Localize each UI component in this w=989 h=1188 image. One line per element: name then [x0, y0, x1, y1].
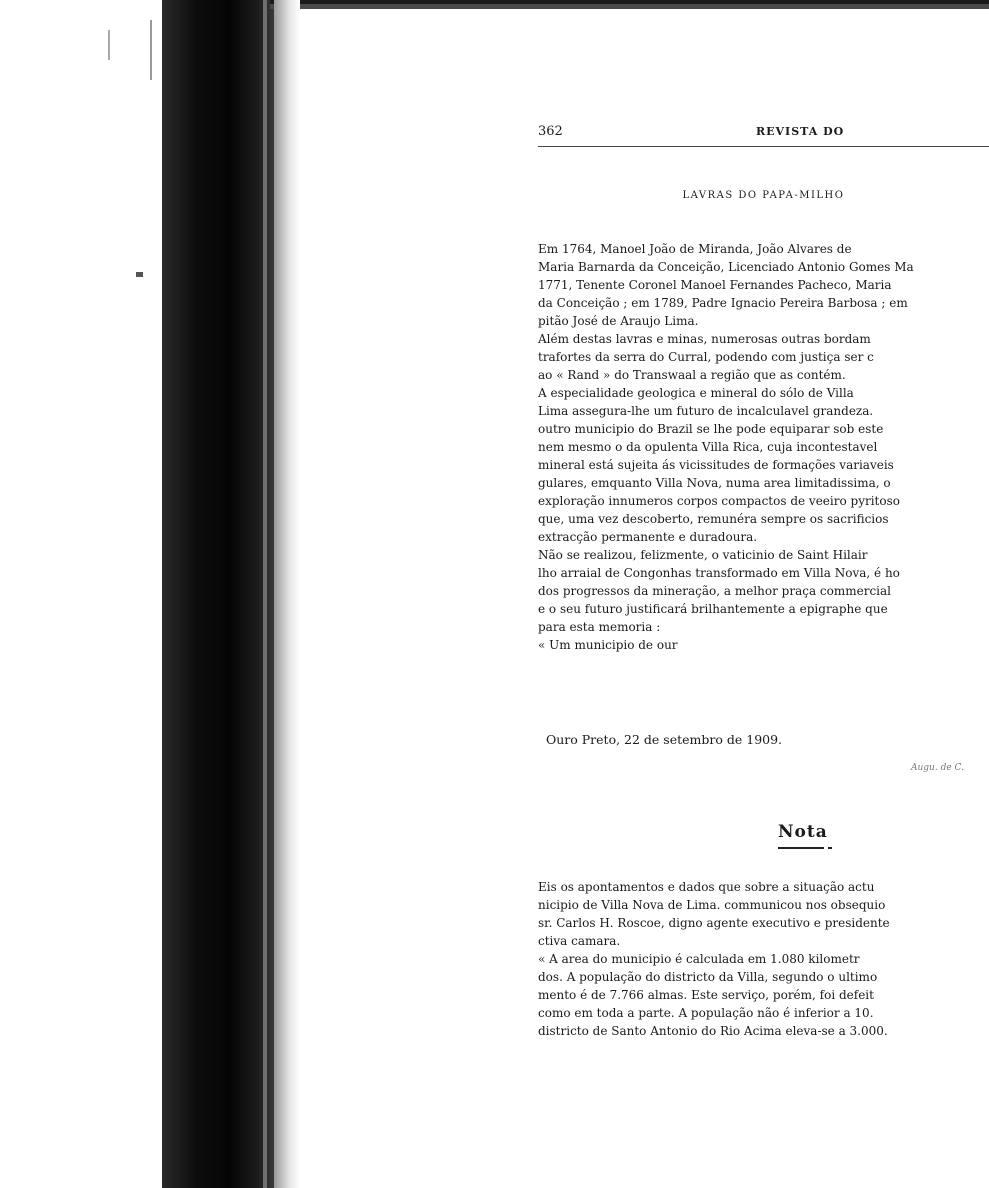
scan-speck — [150, 20, 152, 80]
text-line: Lima assegura-lhe um futuro de incalculavel grandeza. — [538, 404, 874, 418]
text-line: nicipio de Villa Nova de Lima. communicou nos obsequio — [538, 898, 886, 912]
section-divider — [778, 847, 824, 849]
text-line: nem mesmo o da opulenta Villa Rica, cuja incontestavel — [538, 440, 878, 454]
text-line: ao « Rand » do Transwaal a região que as contém. — [538, 368, 846, 382]
text-line: outro municipio do Brazil se lhe pode equiparar sob este — [538, 422, 884, 436]
text-line: como em toda a parte. A população não é inferior a 10. — [538, 1006, 874, 1020]
text-line: « A area do municipio é calculada em 1.080 kilometr — [538, 952, 860, 966]
scan-speck — [136, 272, 143, 277]
author-signature: Augu. de C. — [911, 763, 964, 773]
text-line: lho arraial de Congonhas transformado em Villa Nova, é ho — [538, 566, 900, 580]
text-line: e o seu futuro justificará brilhantemente a epigraphe que — [538, 602, 888, 616]
text-line: ctiva camara. — [538, 934, 621, 948]
text-line: A especialidade geologica e mineral do sólo de Villa — [538, 386, 854, 400]
text-line: dos. A população do districto da Villa, segundo o ultimo — [538, 970, 878, 984]
text-line: mento é de 7.766 almas. Este serviço, porém, foi defeit — [538, 988, 874, 1002]
text-line: para esta memoria : — [538, 620, 661, 634]
text-line: « Um municipio de our — [538, 638, 678, 652]
text-line: Além destas lavras e minas, numerosas outras bordam — [538, 332, 871, 346]
closing-date: Ouro Preto, 22 de setembro de 1909. — [546, 732, 783, 747]
text-line: 1771, Tenente Coronel Manoel Fernandes Pacheco, Maria — [538, 278, 892, 292]
text-line: Eis os apontamentos e dados que sobre a situação actu — [538, 880, 875, 894]
text-line: Não se realizou, felizmente, o vaticinio de Saint Hilair — [538, 548, 868, 562]
spine-seam — [263, 0, 267, 1188]
text-line: sr. Carlos H. Roscoe, digno agente executivo e presidente — [538, 916, 890, 930]
section-title: LAVRAS DO PAPA-MILHO — [682, 190, 845, 201]
gutter-shadow — [274, 0, 300, 1188]
running-head — [538, 124, 989, 146]
text-line: exploração innumeros corpos compactos de veeiro pyritoso — [538, 494, 900, 508]
text-line: Em 1764, Manoel João de Miranda, João Alvares de — [538, 242, 852, 256]
scan-speck — [108, 30, 110, 60]
text-line: gulares, emquanto Villa Nova, numa area limitadissima, o — [538, 476, 891, 490]
book-page — [300, 0, 989, 1188]
nota-heading: Nota — [778, 822, 828, 842]
section-divider-dot — [828, 847, 832, 849]
text-line: da Conceição ; em 1789, Padre Ignacio Pereira Barbosa ; em — [538, 296, 908, 310]
text-line: mineral está sujeita ás vicissitudes de formações variaveis — [538, 458, 894, 472]
book-spine — [162, 0, 274, 1188]
text-line: Maria Barnarda da Conceição, Licenciado Antonio Gomes Ma — [538, 260, 914, 274]
nota-text — [538, 878, 989, 1040]
text-line: pitão José de Araujo Lima. — [538, 314, 699, 328]
header-rule — [538, 146, 989, 147]
text-line: que, uma vez descoberto, remunéra sempre os sacrificios — [538, 512, 889, 526]
text-line: dos progressos da mineração, a melhor praça commercial — [538, 584, 892, 598]
facing-page-margin — [0, 0, 160, 1188]
text-line: trafortes da serra do Curral, podendo com justiça ser c — [538, 350, 874, 364]
journal-title: REVISTA DO — [756, 125, 845, 138]
page-number: 362 — [538, 124, 563, 139]
article-text — [538, 240, 989, 654]
text-line: extracção permanente e duradoura. — [538, 530, 758, 544]
text-line: districto de Santo Antonio do Rio Acima eleva-se a 3.000. — [538, 1024, 888, 1038]
